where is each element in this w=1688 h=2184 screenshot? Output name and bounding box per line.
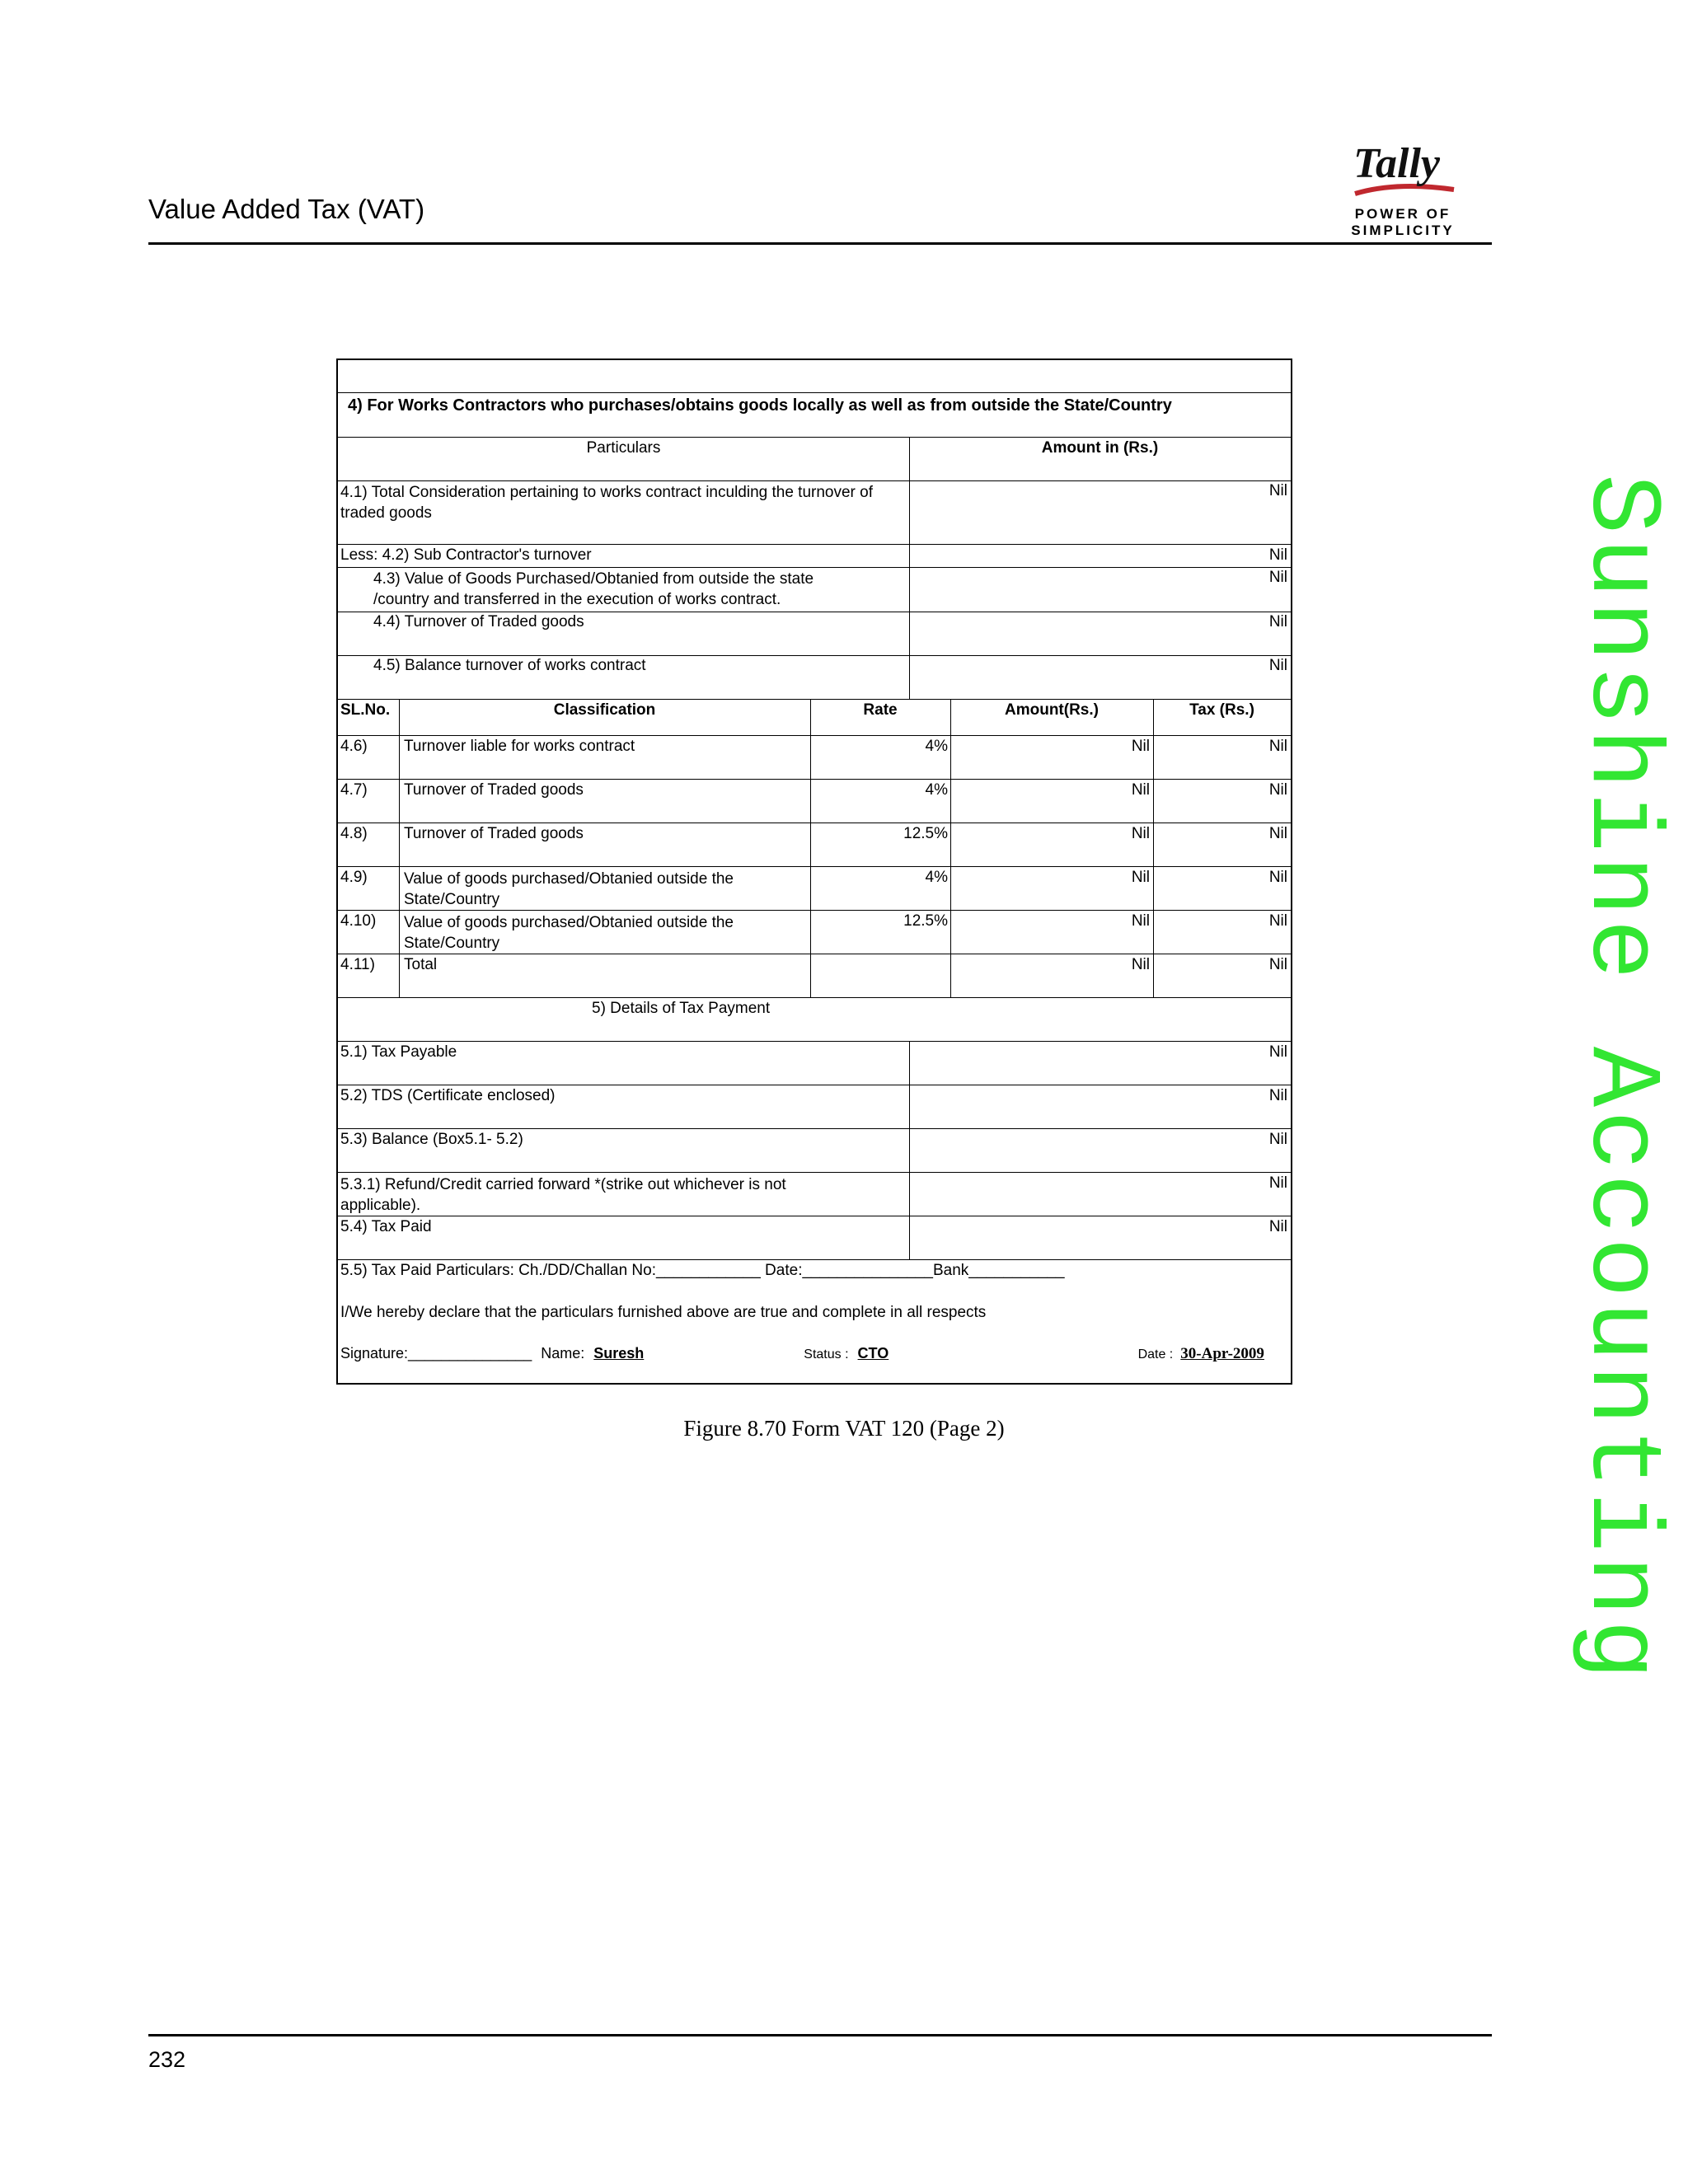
particular-label: 4.3) Value of Goods Purchased/Obtanied from outside the state /country and transferred in the execution of works contract.: [373, 570, 814, 608]
particular-label: 4.4) Turnover of Traded goods: [373, 613, 584, 630]
row-amount: Nil: [1131, 825, 1150, 842]
form-rule: [338, 910, 1291, 911]
form-rule: [338, 1041, 1291, 1042]
signature-label: Signature:_______________: [340, 1345, 532, 1361]
payment-amount: Nil: [1268, 1218, 1287, 1235]
tally-logo-text: Tally: [1353, 140, 1440, 187]
row-classification: Turnover of Traded goods: [404, 825, 584, 842]
declaration-text: I/We hereby declare that the particulars furnished above are true and complete in all respects: [340, 1304, 987, 1321]
footer-divider: [148, 2034, 1492, 2036]
payment-amount: Nil: [1268, 1043, 1287, 1061]
figure-caption: Figure 8.70 Form VAT 120 (Page 2): [683, 1416, 1005, 1441]
section-4-title: 4) For Works Contractors who purchases/obtains goods locally as well as from outside the State/Country: [348, 396, 1172, 415]
row-classification: Total: [404, 956, 438, 973]
payment-amount: Nil: [1268, 1174, 1287, 1192]
row-sl: 4.6): [340, 738, 368, 755]
form-rule: [338, 866, 1291, 867]
form-rule: [338, 1172, 1291, 1173]
payment-amount: Nil: [1268, 1087, 1287, 1104]
particular-amount: Nil: [1268, 546, 1287, 564]
row-amount: Nil: [1131, 912, 1150, 930]
payment-label: 5.1) Tax Payable: [340, 1043, 457, 1061]
tax-paid-particulars: 5.5) Tax Paid Particulars: Ch./DD/Challan No:____________ Date:_______________Bank___________: [340, 1262, 1065, 1279]
row-amount: Nil: [1131, 956, 1150, 973]
status-label: Status :: [804, 1347, 849, 1361]
payment-label: 5.3) Balance (Box5.1- 5.2): [340, 1131, 523, 1148]
row-amount: Nil: [1131, 781, 1150, 799]
col-sl-header: SL.No.: [340, 701, 391, 719]
form-rule: [338, 567, 1291, 568]
row-tax: Nil: [1268, 738, 1287, 755]
form-rule: [338, 480, 1291, 481]
row-sl: 4.10): [340, 912, 377, 930]
particular-label: 4.1) Total Consideration pertaining to works contract inculding the turnover of traded goods: [340, 484, 874, 522]
form-rule: [399, 699, 400, 997]
row-amount: Nil: [1131, 869, 1150, 886]
amount-header: Amount in (Rs.): [1041, 439, 1159, 457]
row-rate: 4%: [925, 738, 948, 755]
payment-label: 5.2) TDS (Certificate enclosed): [340, 1087, 556, 1104]
page-number: 232: [148, 2047, 186, 2072]
name-value: Suresh: [593, 1345, 645, 1361]
particular-amount: Nil: [1268, 482, 1287, 499]
particular-amount: Nil: [1268, 613, 1287, 630]
row-tax: Nil: [1268, 869, 1287, 886]
row-classification: Value of goods purchased/Obtanied outside the State/Country: [404, 870, 734, 908]
particular-label: Less: 4.2) Sub Contractor's turnover: [340, 546, 592, 564]
particular-amount: Nil: [1268, 657, 1287, 674]
watermark-text: Sunshine Accounting: [1564, 474, 1678, 1684]
payment-label: 5.4) Tax Paid: [340, 1218, 432, 1235]
row-amount: Nil: [1131, 738, 1150, 755]
form-rule: [338, 392, 1291, 393]
particular-label: 4.5) Balance turnover of works contract: [373, 657, 646, 674]
status-value: CTO: [857, 1345, 889, 1361]
form-rule: [338, 1128, 1291, 1129]
row-rate: 12.5%: [903, 912, 948, 930]
section-5-title: 5) Details of Tax Payment: [592, 1000, 771, 1017]
form-rule: [338, 997, 1291, 998]
form-rule: [338, 699, 1291, 700]
col-tax-header: Tax (Rs.): [1189, 701, 1254, 719]
payment-label: 5.3.1) Refund/Credit carried forward *(strike out whichever is not applicable).: [340, 1176, 786, 1214]
tally-logo-mark: [1347, 132, 1462, 198]
form-rule: [338, 437, 1291, 438]
form-rule: [338, 779, 1291, 780]
col-rate-header: Rate: [863, 701, 898, 719]
row-tax: Nil: [1268, 912, 1287, 930]
form-rule: [338, 735, 1291, 736]
row-sl: 4.11): [340, 956, 375, 973]
signature-row: [340, 1345, 1288, 1371]
tally-tagline: POWER OF SIMPLICITY: [1351, 206, 1455, 238]
row-classification: Turnover of Traded goods: [404, 781, 584, 799]
particulars-header: Particulars: [586, 439, 661, 457]
row-tax: Nil: [1268, 956, 1287, 973]
col-classification-header: Classification: [553, 701, 656, 719]
date-value: 30-Apr-2009: [1180, 1345, 1264, 1362]
col-amount-header: Amount(Rs.): [1005, 701, 1099, 719]
row-sl: 4.7): [340, 781, 368, 799]
form-rule: [338, 655, 1291, 656]
row-sl: 4.8): [340, 825, 368, 842]
row-tax: Nil: [1268, 825, 1287, 842]
page-header-title: Value Added Tax (VAT): [148, 194, 425, 224]
form-rule: [338, 1259, 1291, 1260]
row-rate: 4%: [925, 781, 948, 799]
row-sl: 4.9): [340, 869, 368, 886]
header-divider: [148, 242, 1492, 245]
particular-amount: Nil: [1268, 569, 1287, 586]
tally-logo: [1306, 132, 1500, 238]
vat-form: [336, 359, 1292, 1385]
date-label: Date :: [1137, 1347, 1174, 1361]
row-tax: Nil: [1268, 781, 1287, 799]
row-rate: 12.5%: [903, 825, 948, 842]
form-rule: [338, 544, 1291, 545]
payment-amount: Nil: [1268, 1131, 1287, 1148]
row-classification: Value of goods purchased/Obtanied outside the State/Country: [404, 914, 734, 952]
row-rate: 4%: [925, 869, 948, 886]
row-classification: Turnover liable for works contract: [404, 738, 635, 755]
name-label: Name:: [541, 1345, 585, 1361]
